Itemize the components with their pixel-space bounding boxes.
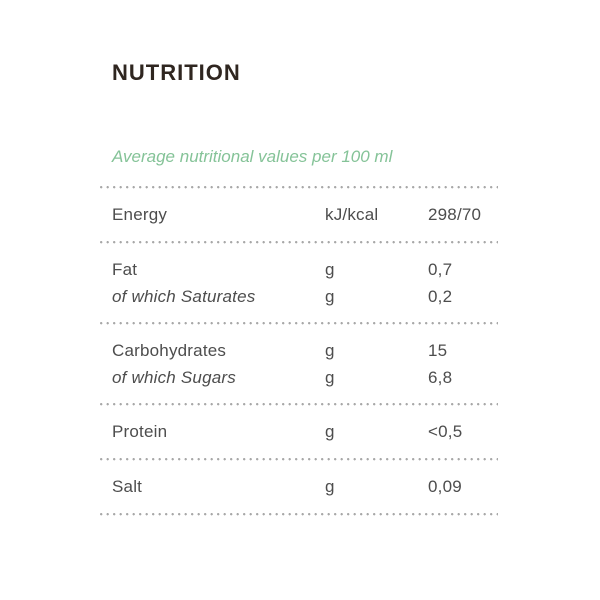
table-line (100, 204, 498, 226)
table-line (100, 476, 498, 498)
unit-cell: g (325, 368, 335, 387)
unit-cell: g (325, 341, 335, 360)
table-row-fat (100, 244, 498, 322)
table-row-energy (100, 189, 498, 241)
nutrient-sublabel: of which Sugars (112, 368, 236, 387)
value-cell: <0,5 (428, 422, 463, 441)
nutrient-label: Protein (112, 422, 168, 441)
value-cell: 6,8 (428, 368, 453, 387)
unit-cell: g (325, 422, 335, 441)
value-cell: 0,2 (428, 287, 453, 306)
table-caption: Average nutritional values per 100 ml (112, 147, 393, 166)
nutrition-table (100, 186, 498, 516)
value-cell: 0,7 (428, 260, 453, 279)
nutrient-label: Fat (112, 260, 138, 279)
nutrient-label: Energy (112, 205, 168, 224)
dotted-divider (100, 513, 498, 516)
table-row-protein (100, 406, 498, 458)
table-line (100, 364, 498, 391)
unit-cell: g (325, 260, 335, 279)
nutrient-label: Carbohydrates (112, 341, 227, 360)
nutrition-section (100, 62, 498, 516)
unit-cell: g (325, 287, 335, 306)
table-line (100, 337, 498, 364)
value-cell: 15 (428, 341, 448, 360)
value-cell: 0,09 (428, 477, 462, 496)
section-title: NUTRITION (112, 60, 241, 85)
nutrient-sublabel: of which Saturates (112, 287, 256, 306)
table-row-salt (100, 461, 498, 513)
table-line (100, 256, 498, 283)
table-row-carbohydrates (100, 325, 498, 403)
table-line (100, 421, 498, 443)
unit-cell: g (325, 477, 335, 496)
value-cell: 298/70 (428, 205, 482, 224)
unit-cell: kJ/kcal (325, 205, 379, 224)
nutrient-label: Salt (112, 477, 143, 496)
table-line (100, 283, 498, 310)
